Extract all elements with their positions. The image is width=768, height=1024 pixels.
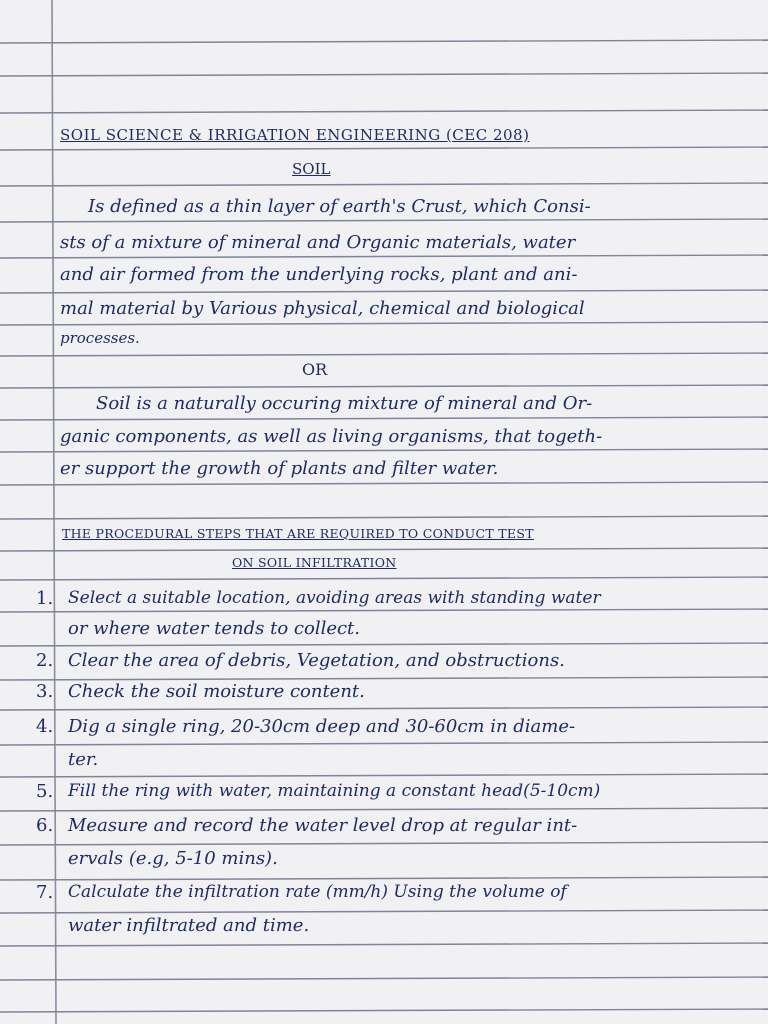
step-text: Dig a single ring, 20-30cm deep and 30-60cm in diame- [68,716,576,737]
procedure-heading: THE PROCEDURAL STEPS THAT ARE REQUIRED TO CONDUCT TEST [62,526,534,541]
step-number: 4. [36,716,54,737]
step-text: Check the soil moisture content. [68,681,365,702]
step-text: Fill the ring with water, maintaining a constant head(5-10cm) [68,781,601,801]
step-number: 6. [36,815,54,836]
step-number: 1. [36,588,54,609]
step-text: Select a suitable location, avoiding areas with standing water [68,588,601,608]
step-text: ter. [68,749,99,770]
step-number: 2. [36,650,54,671]
alt-definition-line: Soil is a naturally occuring mixture of mineral and Or- [96,393,593,414]
section-title-soil: SOIL [292,160,331,178]
step-text: Measure and record the water level drop at regular int- [68,815,578,836]
alt-definition-line: ganic components, as well as living organisms, that togeth- [60,426,603,447]
step-text: water infiltrated and time. [68,915,310,936]
step-number: 7. [36,882,54,903]
step-number: 3. [36,681,54,702]
step-text: or where water tends to collect. [68,618,361,639]
step-text: Clear the area of debris, Vegetation, and obstructions. [68,650,565,671]
alt-definition-line: er support the growth of plants and filter water. [60,458,499,479]
definition-line: Is defined as a thin layer of earth's Crust, which Consi- [88,196,591,217]
step-number: 5. [36,781,54,802]
definition-line: and air formed from the underlying rocks, plant and ani- [60,264,578,285]
definition-line: processes. [60,329,140,347]
page-title: SOIL SCIENCE & IRRIGATION ENGINEERING (CEC 208) [60,126,530,144]
step-text: ervals (e.g, 5-10 mins). [68,848,278,869]
or-divider: OR [302,360,328,379]
step-text: Calculate the infiltration rate (mm/h) Using the volume of [68,882,567,902]
definition-line: sts of a mixture of mineral and Organic materials, water [60,232,576,253]
procedure-heading-line2: ON SOIL INFILTRATION [232,555,397,570]
definition-line: mal material by Various physical, chemical and biological [60,298,585,319]
